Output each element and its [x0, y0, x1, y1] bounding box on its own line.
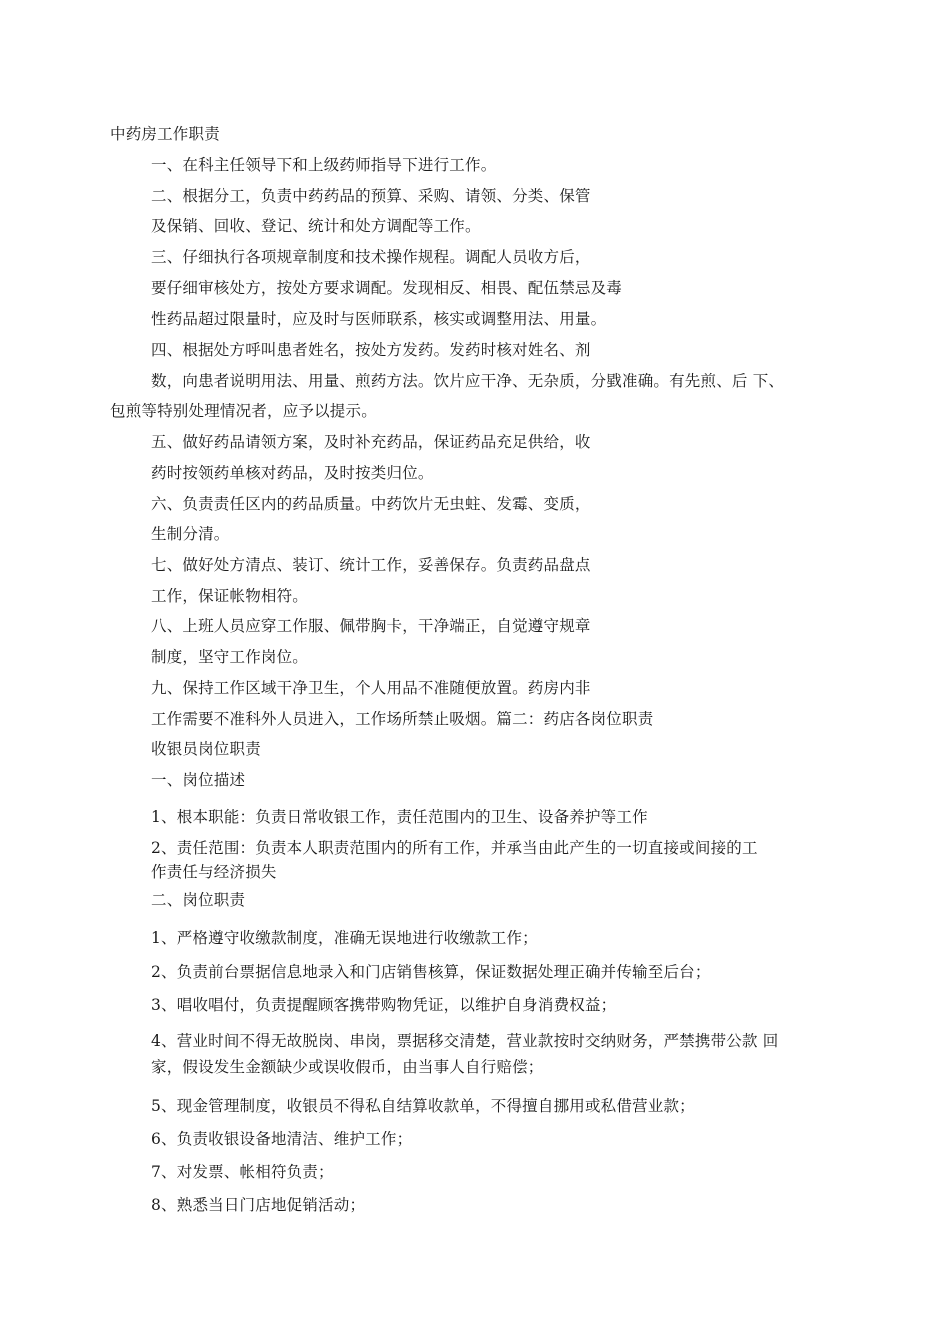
list-item: 1、严格遵守收缴款制度，准确无误地进行收缴款工作；: [151, 929, 538, 947]
list-item: 作责任与经济损失: [151, 863, 277, 881]
subsection-title: 二、岗位职责: [151, 891, 246, 909]
paragraph-line: 四、根据处方呼叫患者姓名，按处方发药。发药时核对姓名、剂: [151, 341, 591, 359]
paragraph-line: 要仔细审核处方，按处方要求调配。发现相反、相畏、配伍禁忌及毒: [151, 279, 623, 297]
list-item: 2、负责前台票据信息地录入和门店销售核算，保证数据处理正确并传输至后台；: [151, 963, 711, 981]
paragraph-line: 五、做好药品请领方案，及时补充药品，保证药品充足供给，收: [151, 433, 591, 451]
paragraph-line: 药时按领药单核对药品，及时按类归位。: [151, 464, 434, 482]
list-item: 2、责任范围：负责本人职责范围内的所有工作，并承当由此产生的一切直接或间接的工: [151, 839, 758, 857]
paragraph-line: 六、负责责任区内的药品质量。中药饮片无虫蛀、发霉、变质，: [151, 495, 591, 513]
paragraph-line: 生制分清。: [151, 525, 230, 543]
paragraph-line: 九、保持工作区域干净卫生，个人用品不准随便放置。药房内非: [151, 679, 591, 697]
subsection-title: 一、岗位描述: [151, 771, 246, 789]
section-heading: 收银员岗位职责: [151, 740, 261, 758]
document-title: 中药房工作职责: [110, 125, 220, 143]
paragraph-line: 三、仔细执行各项规章制度和技术操作规程。调配人员收方后，: [151, 248, 591, 266]
paragraph-line: 二、根据分工，负责中药药品的预算、采购、请领、分类、保管: [151, 187, 591, 205]
list-item: 7、对发票、帐相符负责；: [151, 1163, 334, 1181]
paragraph-line: 八、上班人员应穿工作服、佩带胸卡，干净端正，自觉遵守规章: [151, 617, 591, 635]
paragraph-line: 数，向患者说明用法、用量、煎药方法。饮片应干净、无杂质，分戥准确。有先煎、后 下、: [151, 372, 785, 390]
list-item: 4、营业时间不得无故脱岗、串岗，票据移交清楚，营业款按时交纳财务，严禁携带公款 回: [151, 1032, 779, 1050]
list-item: 1、根本职能：负责日常收银工作，责任范围内的卫生、设备养护等工作: [151, 808, 648, 826]
paragraph-line: 一、在科主任领导下和上级药师指导下进行工作。: [151, 156, 497, 174]
list-item: 家，假设发生金额缺少或误收假币，由当事人自行赔偿；: [151, 1058, 544, 1076]
paragraph-line: 性药品超过限量时，应及时与医师联系，核实或调整用法、用量。: [151, 310, 607, 328]
paragraph-line: 制度，坚守工作岗位。: [151, 648, 309, 666]
list-item: 8、熟悉当日门店地促销活动；: [151, 1196, 366, 1214]
list-item: 5、现金管理制度，收银员不得私自结算收款单，不得擅自挪用或私借营业款；: [151, 1097, 695, 1115]
paragraph-line: 及保销、回收、登记、统计和处方调配等工作。: [151, 217, 481, 235]
paragraph-line: 工作需要不准科外人员进入，工作场所禁止吸烟。篇二：药店各岗位职责: [151, 710, 654, 728]
list-item: 6、负责收银设备地清洁、维护工作；: [151, 1130, 413, 1148]
list-item: 3、唱收唱付，负责提醒顾客携带购物凭证，以维护自身消费权益；: [151, 996, 617, 1014]
paragraph-line: 工作，保证帐物相符。: [151, 587, 309, 605]
paragraph-line: 包煎等特别处理情况者，应予以提示。: [110, 402, 377, 420]
paragraph-line: 七、做好处方清点、装订、统计工作，妥善保存。负责药品盘点: [151, 556, 591, 574]
